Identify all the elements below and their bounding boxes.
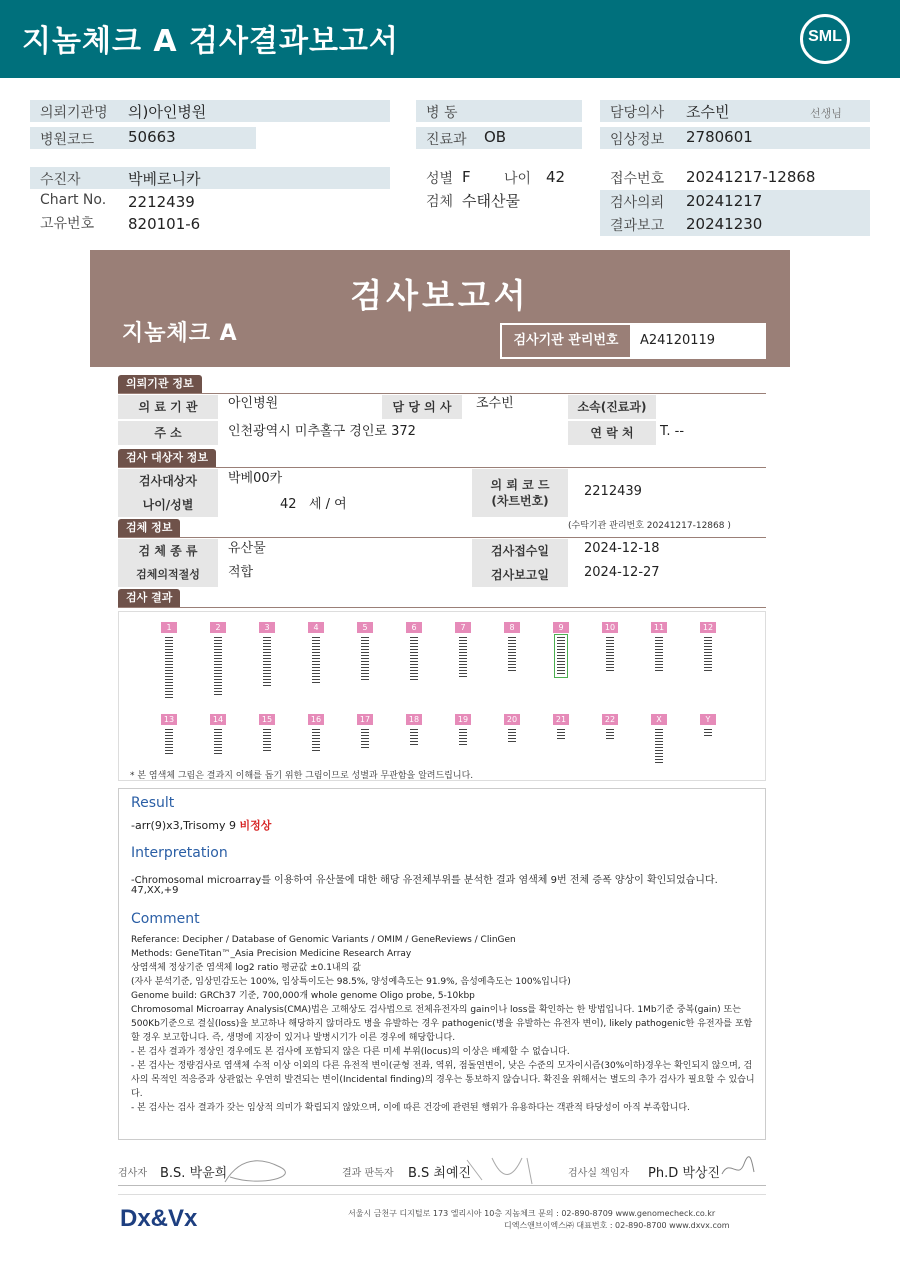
judge-signature — [462, 1150, 542, 1188]
clinical-label: 임상정보 — [610, 132, 665, 148]
req-value: 20241217 — [686, 192, 763, 210]
chromosome-label: 7 — [455, 622, 471, 633]
specimen-suit-value: 적합 — [228, 565, 254, 580]
inst-contact-value: T. -- — [660, 424, 685, 439]
chromosome-ideogram — [361, 637, 369, 681]
receipt-value: 20241217-12868 — [686, 168, 816, 186]
chromosome-ideogram — [410, 637, 418, 681]
doctor-value: 조수빈 — [686, 103, 730, 121]
age-label: 나이 — [504, 171, 532, 187]
divider — [118, 393, 766, 394]
chromosome-label: 13 — [161, 714, 177, 725]
doctor-label: 담당의사 — [610, 105, 665, 121]
subject-name-label: 검사대상자 — [118, 469, 218, 493]
chromosome-label: 20 — [504, 714, 520, 725]
chromosome-ideogram — [655, 729, 663, 765]
chromosome-label: 16 — [308, 714, 324, 725]
name-label: 수진자 — [40, 172, 81, 188]
chromosome-label: 1 — [161, 622, 177, 633]
specimen-type-value: 유산물 — [228, 541, 266, 556]
chromosome-ideogram — [410, 729, 418, 747]
tester-signature — [220, 1152, 292, 1188]
chief-signature — [718, 1154, 758, 1182]
dept-label: 진료과 — [426, 132, 467, 148]
specimen-rep-value: 2024-12-27 — [584, 565, 660, 580]
chromosome-label: 3 — [259, 622, 275, 633]
name-value: 박베로니카 — [128, 170, 201, 188]
comment-heading: Comment — [131, 911, 200, 927]
id-label: 고유번호 — [40, 216, 95, 232]
footer-line-2: 디엑스앤브이엑스㈜ 대표번호 : 02-890-8700 www.dxvx.com — [504, 1221, 730, 1230]
chromosome-ideogram — [459, 729, 467, 745]
comment-line: - 본 검사 결과가 정상인 경우에도 본 검사에 포함되지 않은 다른 미세 부위(locus)의 이상은 배제할 수 없습니다. — [131, 1047, 570, 1057]
subject-name-value: 박베00카 — [228, 471, 283, 486]
page-title: 지놈체크 A 검사결과보고서 — [22, 24, 399, 59]
divider — [118, 607, 766, 608]
ward-label: 병 동 — [426, 105, 458, 121]
management-number-value: A24120119 — [640, 333, 716, 348]
inst-name-value: 아인병원 — [228, 396, 279, 411]
karyotype-note: * 본 염색체 그림은 결과지 이해를 돕기 위한 그림이므로 성별과 무관함을 알려드립니다. — [130, 771, 474, 781]
chromosome-ideogram — [459, 637, 467, 677]
chromosome-ideogram — [165, 637, 173, 699]
footer-line-1: 서울시 금천구 디지털로 173 엘리시아 10층 지놈체크 문의 : 02-890-8709 www.genomecheck.co.kr — [348, 1209, 716, 1218]
section-subject: 검사 대상자 정보 — [118, 449, 216, 467]
chromosome-ideogram — [508, 637, 516, 673]
report-value: 20241230 — [686, 215, 763, 233]
section-specimen: 검체 정보 — [118, 519, 180, 537]
specimen-recv-label: 검사접수일 — [472, 539, 568, 563]
code-label: 병원코드 — [40, 132, 95, 148]
subject-agesex-label: 나이/성별 — [118, 493, 218, 517]
chromosome-ideogram — [508, 729, 516, 743]
specimen-suit-label: 검체의적절성 — [118, 563, 218, 587]
specimen-value: 수태산물 — [462, 192, 520, 210]
interpretation-heading: Interpretation — [131, 845, 228, 861]
tester-name: B.S. 박윤희 — [160, 1166, 228, 1181]
chromosome-label: 15 — [259, 714, 275, 725]
age-value: 42 — [546, 168, 566, 186]
chromosome-label: 17 — [357, 714, 373, 725]
karyotype-figure — [118, 611, 766, 781]
comment-line: Methods: GeneTitan™_Asia Precision Medicine Research Array — [131, 949, 412, 959]
chromosome-label: 19 — [455, 714, 471, 725]
sex-value: F — [462, 168, 471, 186]
comment-line: Chromosomal Microarray Analysis(CMA)법은 고해상도 검사법으로 전체유전자의 gain이나 loss를 확인하는 한 방법입니다. 1Mb기준 중복(gain) 또는 500Kb기준으로 결실(loss)을 보고하나 해당하지 않더라도 병을 유발하는 경우 pathogenic(병을 유발하는 유전자 변이), likely pathogenic한 유전자를 포함할 경우 보고합니다. 즉, 생명에 지장이 있거나 발병시기가 이른 경우에 해당합니다. — [131, 1005, 753, 1043]
chromosome-label: X — [651, 714, 667, 725]
id-value: 820101-6 — [128, 215, 201, 233]
clinical-value: 2780601 — [686, 128, 753, 146]
sml-logo-text: SML — [808, 28, 842, 45]
dxvx-logo: Dx&Vx — [120, 1205, 198, 1232]
chromosome-label: 5 — [357, 622, 373, 633]
report-title: 검사보고서 — [350, 276, 530, 315]
chromosome-ideogram — [655, 637, 663, 673]
report-banner — [90, 250, 790, 367]
specimen-mgmt-note: (수탁기관 관리번호 20241217-12868 ) — [568, 521, 731, 531]
inst-doctor-value: 조수빈 — [476, 396, 514, 411]
tester-label: 검사자 — [118, 1168, 147, 1179]
chromosome-label: 9 — [553, 622, 569, 633]
name-row — [30, 167, 390, 189]
result-box — [118, 788, 766, 1140]
chromosome-ideogram — [312, 729, 320, 751]
chromosome-ideogram — [263, 637, 271, 687]
chromosome-ideogram — [557, 729, 565, 739]
chromosome-label: 11 — [651, 622, 667, 633]
comment-line: - 본 검사는 정량검사로 염색체 수적 이상 이외의 다른 유전적 변이(균형 전좌, 역위, 점돌연변이, 낮은 수준의 모자이시즘(30%이하)경우는 확인되지 않으며, 검사의 목적인 적응증과 상관없는 우연히 발견되는 변이(Incidental finding)의 경우는 통보하지 않습니다. 확진을 위해서는 별도의 추가 검사가 필요할 수 있습니다. — [131, 1061, 755, 1099]
chromosome-ideogram — [704, 637, 712, 671]
interpretation-karyotype: 47,XX,+9 — [131, 885, 179, 896]
chromosome-label: 10 — [602, 622, 618, 633]
sml-logo-icon — [800, 14, 850, 64]
comment-line: - 본 검사는 검사 결과가 갖는 임상적 의미가 확립되지 않았으며, 이에 따른 건강에 관련된 행위가 유용하다는 객관적 타당성이 아직 부족합니다. — [131, 1103, 690, 1113]
section-institution: 의뢰기관 정보 — [118, 375, 202, 393]
specimen-type-label: 검 체 종 류 — [118, 539, 218, 563]
receipt-label: 접수번호 — [610, 171, 665, 187]
comment-line: Genome build: GRCh37 기준, 700,000개 whole genome Oligo probe, 5-10kbp — [131, 991, 475, 1001]
specimen-recv-value: 2024-12-18 — [584, 541, 660, 556]
doctor-suffix: 선생님 — [810, 107, 842, 120]
inst-affil-label: 소속(진료과) — [568, 395, 656, 419]
header-bar — [0, 0, 900, 78]
comment-line: 상염색체 정상기준 염색체 log2 ratio 평균값 ±0.1내의 값 — [131, 963, 361, 973]
comment-line: (자사 분석기준, 임상민감도는 100%, 임상특이도는 98.5%, 양성예측도는 91.9%, 음성예측도는 100%입니다) — [131, 977, 571, 987]
chromosome-ideogram — [312, 637, 320, 683]
result-text — [131, 817, 271, 833]
chromosome-label: Y — [700, 714, 716, 725]
comment-line: Referance: Decipher / Database of Genomic Variants / OMIM / GeneReviews / ClinGen — [131, 935, 516, 945]
chromosome-ideogram — [361, 729, 369, 749]
chart-value: 2212439 — [128, 193, 195, 211]
chief-name: Ph.D 박상진 — [648, 1166, 721, 1181]
result-heading: Result — [131, 795, 175, 811]
hospital-label: 의뢰기관명 — [40, 105, 108, 121]
judge-label: 결과 판독자 — [342, 1168, 394, 1179]
abnormal-flag: 비정상 — [239, 819, 272, 832]
comment-list — [131, 933, 756, 1115]
chromosome-label: 4 — [308, 622, 324, 633]
management-number-label: 검사기관 관리번호 — [502, 325, 630, 357]
chromosome-ideogram — [557, 637, 565, 675]
management-number-box — [500, 323, 766, 359]
inst-contact-label: 연 락 처 — [568, 421, 656, 445]
hospital-value: 의)아인병원 — [128, 103, 207, 121]
section-result: 검사 결과 — [118, 589, 180, 607]
inst-addr-value: 인천광역시 미추홀구 경인로 372 — [228, 424, 416, 439]
chromosome-ideogram — [606, 729, 614, 741]
interpretation-text: -Chromosomal microarray를 이용하여 유산물에 대한 해당 유전체부위를 분석한 결과 염색체 9번 전체 증폭 양상이 확인되었습니다. — [131, 875, 718, 886]
inst-addr-label: 주 소 — [118, 421, 218, 445]
chromosome-label: 6 — [406, 622, 422, 633]
divider — [118, 537, 766, 538]
judge-name: B.S 최예진 — [408, 1166, 472, 1181]
chromosome-ideogram — [606, 637, 614, 673]
subject-code-value: 2212439 — [584, 484, 642, 499]
subject-code-label: 의 뢰 코 드 (차트번호) — [472, 469, 568, 517]
report-label: 결과보고 — [610, 218, 665, 234]
chromosome-label: 21 — [553, 714, 569, 725]
chromosome-ideogram — [263, 729, 271, 753]
divider — [118, 467, 766, 468]
chromosome-label: 2 — [210, 622, 226, 633]
chart-label: Chart No. — [40, 192, 107, 208]
chief-label: 검사실 책임자 — [568, 1168, 630, 1179]
genomecheck-logo: 지놈체크 A — [122, 321, 238, 346]
req-label: 검사의뢰 — [610, 195, 665, 211]
report-document — [90, 250, 790, 1250]
chromosome-label: 12 — [700, 622, 716, 633]
chromosome-label: 8 — [504, 622, 520, 633]
specimen-label: 검체 — [426, 194, 454, 210]
dept-value: OB — [484, 128, 507, 146]
chromosome-label: 22 — [602, 714, 618, 725]
divider — [118, 1185, 766, 1186]
chromosome-label: 18 — [406, 714, 422, 725]
chromosome-ideogram — [214, 637, 222, 695]
chromosome-ideogram — [704, 729, 712, 737]
result-value: -arr(9)x3,Trisomy 9 — [131, 819, 237, 832]
divider — [118, 1194, 766, 1195]
chromosome-ideogram — [165, 729, 173, 755]
chromosome-label: 14 — [210, 714, 226, 725]
sex-label: 성별 — [426, 171, 454, 187]
code-value: 50663 — [128, 128, 176, 146]
subject-agesex-value: 42 세 / 여 — [280, 497, 347, 512]
chromosome-ideogram — [214, 729, 222, 755]
specimen-rep-label: 검사보고일 — [472, 563, 568, 587]
inst-name-label: 의 료 기 관 — [118, 395, 218, 419]
inst-doctor-label: 담 당 의 사 — [382, 395, 462, 419]
